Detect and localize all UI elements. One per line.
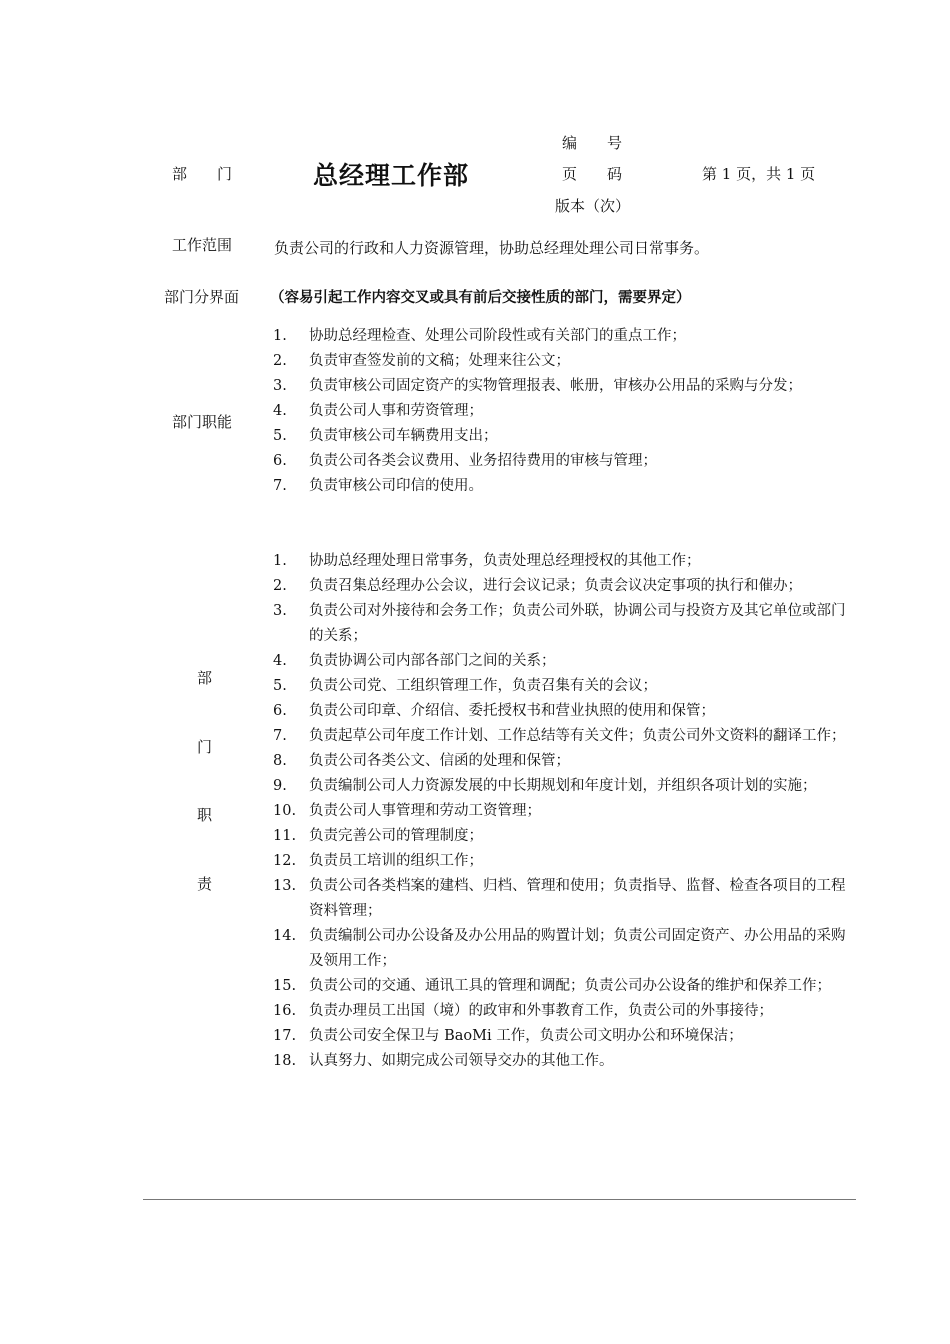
list-item-text: 负责审查签发前的文稿；处理来往公文；	[309, 353, 570, 369]
scope-text: 负责公司的行政和人力资源管理，协助总经理处理公司日常事务。	[274, 239, 710, 257]
list-item	[273, 774, 853, 799]
list-item	[273, 349, 853, 374]
list-item-text: 负责审核公司印信的使用。	[309, 478, 483, 494]
list-item	[273, 724, 853, 749]
list-item-number: 8.	[273, 753, 287, 769]
list-item-text: 负责公司人事和劳资管理；	[309, 403, 483, 419]
duties-label-char: 责	[197, 875, 213, 893]
list-item-number: 1.	[273, 328, 287, 344]
list-item-number: 4.	[273, 403, 287, 419]
list-item-text: 负责公司印章、介绍信、委托授权书和营业执照的使用和保管；	[309, 703, 715, 719]
list-item-number: 10.	[273, 803, 297, 819]
list-item-text: 负责编制公司人力资源发展的中长期规划和年度计划，并组织各项计划的实施；	[309, 778, 817, 794]
list-item-text: 负责公司对外接待和会务工作；负责公司外联，协调公司与投资方及其它单位或部门的关系；	[309, 603, 846, 644]
list-item-text: 负责公司各类会议费用、业务招待费用的审核与管理；	[309, 453, 657, 469]
list-item-text: 协助总经理检查、处理公司阶段性或有关部门的重点工作；	[309, 328, 686, 344]
list-item-number: 6.	[273, 703, 287, 719]
list-item	[273, 549, 853, 574]
list-item-text: 负责召集总经理办公会议，进行会议记录；负责会议决定事项的执行和催办；	[309, 578, 802, 594]
list-item-number: 6.	[273, 453, 287, 469]
list-item-text: 认真努力、如期完成公司领导交办的其他工作。	[309, 1053, 614, 1069]
list-item-text: 负责公司党、工组织管理工作，负责召集有关的会议；	[309, 678, 657, 694]
functions-list	[273, 324, 853, 499]
list-item-number: 3.	[273, 603, 287, 619]
code-label: 编 号	[562, 134, 623, 152]
list-item	[273, 999, 853, 1024]
list-item-number: 18.	[273, 1053, 297, 1069]
list-item-text: 负责员工培训的组织工作；	[309, 853, 483, 869]
list-item-text: 负责审核公司固定资产的实物管理报表、帐册，审核办公用品的采购与分发；	[309, 378, 802, 394]
list-item-number: 5.	[273, 678, 287, 694]
functions-label: 部门职能	[172, 413, 233, 431]
list-item-number: 2.	[273, 578, 287, 594]
list-item-number: 3.	[273, 378, 287, 394]
version-label: 版本（次）	[555, 197, 631, 215]
list-item-text: 负责公司的交通、通讯工具的管理和调配；负责公司办公设备的维护和保养工作；	[309, 978, 831, 994]
list-item	[273, 674, 853, 699]
list-item-text: 负责公司各类档案的建档、归档、管理和使用；负责指导、监督、检查各项目的工程资料管理；	[309, 878, 846, 919]
list-item	[273, 374, 853, 399]
list-item-number: 2.	[273, 353, 287, 369]
list-item-number: 5.	[273, 428, 287, 444]
page-label: 页 码	[562, 165, 623, 183]
list-item-text: 负责公司安全保卫与 BaoMi 工作，负责公司文明办公和环境保洁；	[309, 1028, 743, 1044]
list-item	[273, 699, 853, 724]
list-item	[273, 399, 853, 424]
list-item-number: 9.	[273, 778, 287, 794]
list-item-number: 1.	[273, 553, 287, 569]
list-item	[273, 874, 853, 924]
list-item	[273, 474, 853, 499]
list-item-text: 协助总经理处理日常事务，负责处理总经理授权的其他工作；	[309, 553, 701, 569]
list-item-text: 负责编制公司办公设备及办公用品的购置计划；负责公司固定资产、办公用品的采购及领用工作；	[309, 928, 846, 969]
list-item-number: 13.	[273, 878, 297, 894]
list-item	[273, 749, 853, 774]
list-item-number: 7.	[273, 728, 287, 744]
list-item	[273, 574, 853, 599]
list-item	[273, 1024, 853, 1049]
list-item	[273, 974, 853, 999]
dept-label: 部 门	[172, 165, 233, 183]
list-item	[273, 599, 853, 649]
list-item-number: 15.	[273, 978, 297, 994]
duties-label-char: 门	[197, 738, 213, 756]
list-item-number: 4.	[273, 653, 287, 669]
footer-divider	[143, 1199, 856, 1200]
duties-label-char: 部	[197, 669, 213, 687]
list-item-text: 负责公司人事管理和劳动工资管理；	[309, 803, 541, 819]
list-item	[273, 449, 853, 474]
list-item-text: 负责起草公司年度工作计划、工作总结等有关文件；负责公司外文资料的翻译工作；	[309, 728, 846, 744]
list-item-text: 负责审核公司车辆费用支出；	[309, 428, 498, 444]
duties-list	[273, 549, 853, 1074]
list-item-text: 负责办理员工出国（境）的政审和外事教育工作，负责公司的外事接待；	[309, 1003, 773, 1019]
list-item-number: 7.	[273, 478, 287, 494]
list-item	[273, 1049, 853, 1074]
list-item-number: 11.	[273, 828, 297, 844]
list-item	[273, 824, 853, 849]
interface-text: （容易引起工作内容交叉或具有前后交接性质的部门，需要界定）	[270, 290, 691, 306]
list-item-number: 16.	[273, 1003, 297, 1019]
list-item-text: 负责完善公司的管理制度；	[309, 828, 483, 844]
list-item-text: 负责公司各类公文、信函的处理和保管；	[309, 753, 570, 769]
interface-label: 部门分界面	[164, 288, 240, 306]
list-item	[273, 799, 853, 824]
list-item-number: 12.	[273, 853, 297, 869]
list-item	[273, 924, 853, 974]
list-item	[273, 324, 853, 349]
list-item-text: 负责协调公司内部各部门之间的关系；	[309, 653, 556, 669]
list-item	[273, 424, 853, 449]
scope-label: 工作范围	[172, 236, 233, 254]
list-item	[273, 649, 853, 674]
list-item	[273, 849, 853, 874]
list-item-number: 14.	[273, 928, 297, 944]
dept-title: 总经理工作部	[313, 161, 470, 190]
list-item-number: 17.	[273, 1028, 297, 1044]
page-value: 第 1 页，共 1 页	[702, 165, 816, 183]
duties-label-char: 职	[197, 806, 213, 824]
